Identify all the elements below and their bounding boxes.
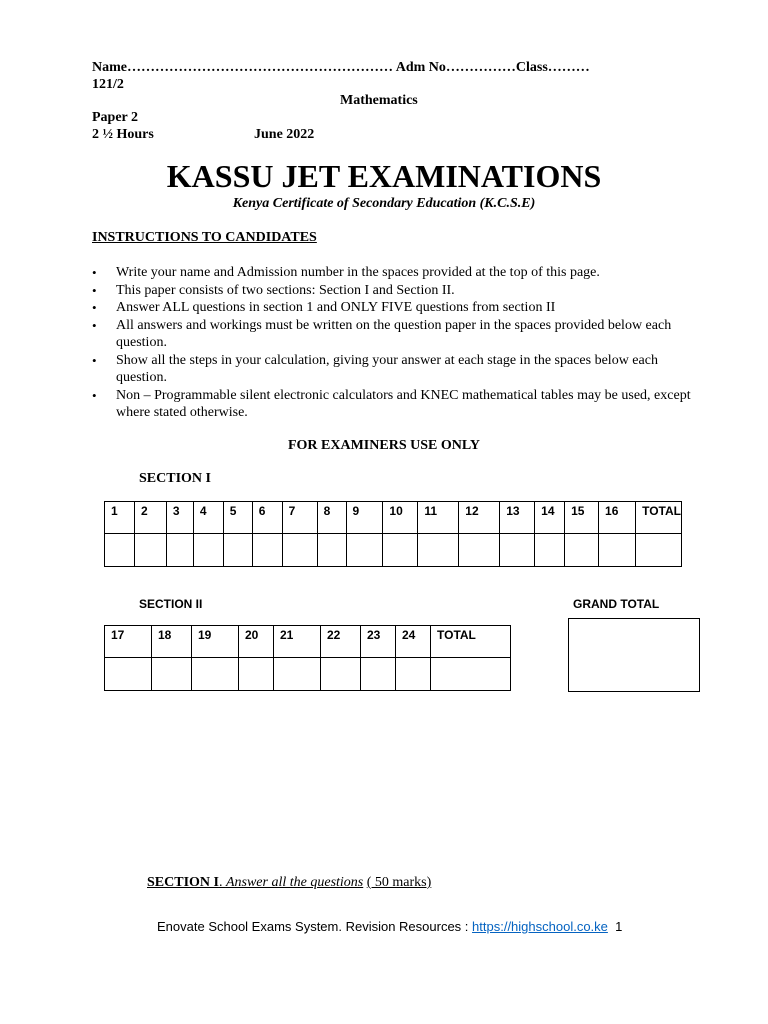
- score-cell[interactable]: [383, 534, 418, 567]
- exam-title: KASSU JET EXAMINATIONS: [166, 158, 602, 194]
- column-header: 5: [223, 502, 252, 534]
- duration: 2 ½ Hours: [92, 127, 154, 142]
- column-header: 20: [239, 626, 274, 658]
- score-cell[interactable]: [599, 534, 636, 567]
- instruction-item: • This paper consists of two sections: Section I and Section II.: [92, 282, 692, 300]
- section2-score-table: [104, 625, 511, 691]
- column-header: 1: [105, 502, 135, 534]
- column-header: TOTAL: [431, 626, 511, 658]
- column-header: 7: [282, 502, 317, 534]
- score-cell[interactable]: [535, 534, 565, 567]
- section-heading-marks: ( 50 marks): [366, 875, 432, 890]
- section2-label: SECTION II: [139, 597, 203, 611]
- score-cell[interactable]: [152, 658, 192, 691]
- total-cell[interactable]: [431, 658, 511, 691]
- footer-link[interactable]: https://highschool.co.ke: [472, 919, 608, 934]
- column-header: 2: [134, 502, 166, 534]
- paper-number: Paper 2: [92, 110, 139, 125]
- page-number: 1: [615, 919, 623, 934]
- column-header: 18: [152, 626, 192, 658]
- column-header: 13: [500, 502, 535, 534]
- column-header: 8: [317, 502, 346, 534]
- section-heading-instruction: Answer all the questions: [225, 875, 364, 890]
- exam-subtitle: Kenya Certificate of Secondary Education (K.C.S.E): [232, 196, 536, 211]
- score-cell[interactable]: [321, 658, 361, 691]
- score-cell[interactable]: [223, 534, 252, 567]
- column-header: 11: [418, 502, 459, 534]
- score-cell[interactable]: [239, 658, 274, 691]
- column-header: 15: [565, 502, 599, 534]
- column-header: TOTAL: [636, 502, 682, 534]
- column-header: 14: [535, 502, 565, 534]
- score-cell[interactable]: [500, 534, 535, 567]
- score-cell[interactable]: [418, 534, 459, 567]
- score-cell[interactable]: [105, 658, 152, 691]
- section-heading-label: SECTION I: [147, 875, 219, 890]
- column-header: 3: [166, 502, 193, 534]
- section1-label: SECTION I: [139, 471, 211, 486]
- score-cell[interactable]: [105, 534, 135, 567]
- instruction-item: • All answers and workings must be written on the question paper in the spaces provided below each question.: [92, 317, 692, 352]
- score-cell[interactable]: [274, 658, 321, 691]
- exam-date: June 2022: [254, 127, 315, 142]
- score-cell[interactable]: [193, 534, 223, 567]
- column-header: 21: [274, 626, 321, 658]
- footer-text: Enovate School Exams System. Revision Resources :: [157, 919, 473, 934]
- column-header: 17: [105, 626, 152, 658]
- examiners-heading: FOR EXAMINERS USE ONLY: [287, 438, 480, 453]
- name-adm-class-line: Name………………………………………………… Adm No……………Class………: [92, 60, 590, 75]
- score-cell[interactable]: [346, 534, 383, 567]
- score-cell[interactable]: [252, 534, 282, 567]
- column-header: 12: [459, 502, 500, 534]
- paper-code: 121/2: [92, 77, 124, 92]
- score-cell[interactable]: [361, 658, 396, 691]
- column-header: 24: [396, 626, 431, 658]
- grand-total-label: GRAND TOTAL: [573, 597, 660, 611]
- column-header: 9: [346, 502, 383, 534]
- score-cell[interactable]: [459, 534, 500, 567]
- total-cell[interactable]: [636, 534, 682, 567]
- section-heading: SECTION I. Answer all the questions ( 50 marks): [147, 875, 432, 890]
- instructions-heading: INSTRUCTIONS TO CANDIDATES: [92, 230, 317, 245]
- score-cell[interactable]: [134, 534, 166, 567]
- instruction-item: • Write your name and Admission number in the spaces provided at the top of this page.: [92, 264, 692, 282]
- instruction-item: • Show all the steps in your calculation, giving your answer at each stage in the spaces below each question.: [92, 352, 692, 387]
- column-header: 23: [361, 626, 396, 658]
- subject: Mathematics: [340, 93, 418, 108]
- page-footer: [157, 919, 622, 934]
- section1-score-table: [104, 501, 682, 567]
- score-cell[interactable]: [317, 534, 346, 567]
- score-cell[interactable]: [192, 658, 239, 691]
- column-header: 16: [599, 502, 636, 534]
- instruction-item: • Answer ALL questions in section 1 and ONLY FIVE questions from section II: [92, 299, 692, 317]
- column-header: 6: [252, 502, 282, 534]
- score-cell[interactable]: [282, 534, 317, 567]
- instructions-list: [92, 264, 692, 422]
- score-cell[interactable]: [166, 534, 193, 567]
- column-header: 22: [321, 626, 361, 658]
- grand-total-box[interactable]: [568, 618, 700, 692]
- score-cell[interactable]: [396, 658, 431, 691]
- column-header: 19: [192, 626, 239, 658]
- column-header: 10: [383, 502, 418, 534]
- score-cell[interactable]: [565, 534, 599, 567]
- column-header: 4: [193, 502, 223, 534]
- instruction-item: • Non – Programmable silent electronic calculators and KNEC mathematical tables may be used, except where stated otherwise.: [92, 387, 692, 422]
